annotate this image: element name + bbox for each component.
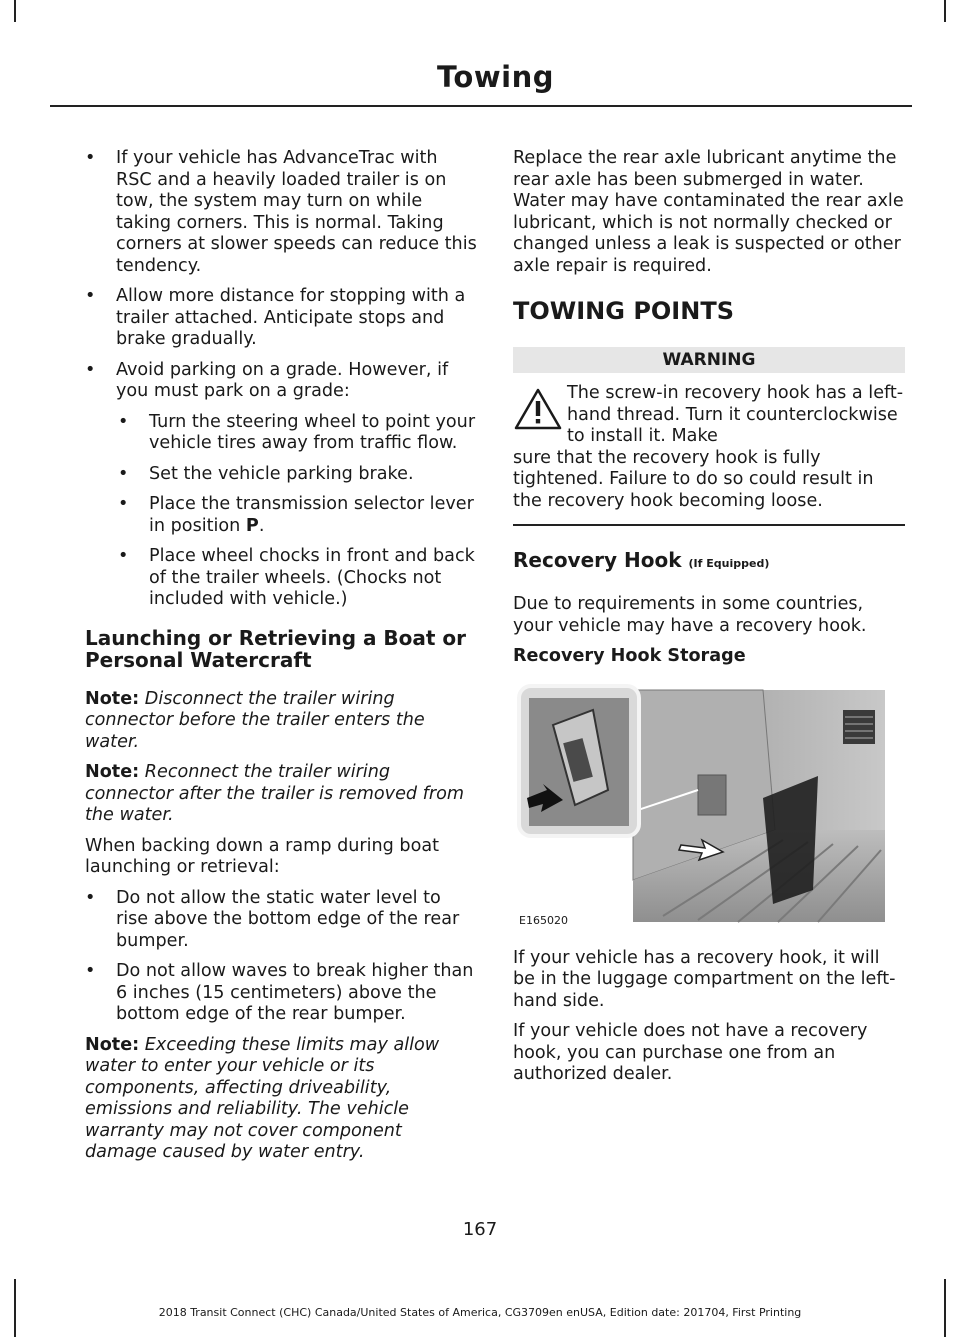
note-disconnect: [85, 689, 477, 754]
subbullet-steering: • Turn the steering wheel to point your vehicle tires away from traffic flow.: [118, 412, 477, 455]
transmission-period: .: [258, 515, 265, 536]
crop-mark-top-left: [14, 0, 16, 22]
warning-text-rest: sure that the recovery hook is fully tightened. Failure to do so could result in the recovery hook becoming loose.: [513, 447, 874, 511]
bullet-parking-grade: • Avoid parking on a grade. However, if you must park on a grade:: [85, 360, 477, 403]
page-number: 167: [462, 1219, 498, 1240]
warning-text-indented: The screw-in recovery hook has a left-hand thread. Turn it counterclockwise to install it. Make: [567, 383, 904, 446]
heading-recovery-hook: [513, 548, 905, 576]
note-label: Note:: [85, 762, 140, 782]
bullet-stopping-distance: • Allow more distance for stopping with a trailer attached. Anticipate stops and brake gradually.: [85, 286, 477, 351]
bullet-static-water: • Do not allow the static water level to rise above the bottom edge of the rear bumper.: [85, 888, 477, 953]
subbullet-parking-brake: • Set the vehicle parking brake.: [118, 464, 477, 486]
note-text: Reconnect the trailer wiring connector after the trailer is removed from the water.: [85, 762, 464, 825]
heading-towing-points: TOWING POINTS: [513, 297, 734, 325]
bullet-waves: • Do not allow waves to break higher than 6 inches (15 centimeters) above the bottom edge of the rear bumper.: [85, 961, 477, 1026]
warning-triangle-icon: [513, 387, 563, 431]
note-label: Note:: [85, 1034, 140, 1055]
left-column: [85, 148, 477, 1173]
warning-text: [513, 383, 905, 512]
if-equipped-label: (If Equipped): [688, 557, 770, 570]
recovery-hook-storage-illustration: [513, 680, 905, 938]
note-reconnect: [85, 762, 477, 827]
heading-boat-launching: Launching or Retrieving a Boat or Personal Watercraft: [85, 625, 467, 672]
right-column: [513, 148, 905, 1095]
recovery-hook-title: Recovery Hook: [513, 548, 682, 572]
crop-mark-top-right: [944, 0, 946, 22]
heading-recovery-hook-storage: Recovery Hook Storage: [513, 646, 746, 666]
subbullet-transmission: [118, 494, 477, 537]
backing-intro: When backing down a ramp during boat launching or retrieval:: [85, 835, 440, 877]
axle-lubricant-paragraph: Replace the rear axle lubricant anytime the rear axle has been submerged in water. Water may have contaminated the rear axle lubricant, which is not normally checked or changed unless a leak is suspected or other axle repair is required.: [513, 148, 904, 276]
recovery-hook-location: If your vehicle has a recovery hook, it will be in the luggage compartment on the left-hand side.: [513, 947, 896, 1011]
page-header-title: Towing: [437, 60, 554, 94]
warning-box: [513, 383, 905, 526]
transmission-text: Place the transmission selector lever in position: [149, 494, 474, 536]
figure-label: E165020: [519, 914, 568, 927]
note-label: Note:: [85, 688, 140, 709]
note-text: Exceeding these limits may allow water to enter your vehicle or its components, affecting driveability, emissions and reliability. The vehicle warranty may not cover component damage caused by water entry.: [85, 1034, 440, 1162]
note-text: Disconnect the trailer wiring connector before the trailer enters the water.: [85, 688, 425, 752]
subbullet-wheel-chocks: • Place wheel chocks in front and back of the trailer wheels. (Chocks not included with vehicle.): [118, 546, 477, 611]
note-exceeding-limits: [85, 1035, 477, 1164]
warning-bar: WARNING: [513, 347, 905, 373]
cargo-area-illustration: [513, 680, 905, 938]
footer-edition-info: 2018 Transit Connect (CHC) Canada/United States of America, CG3709en enUSA, Edition date: 201704, First Printing: [158, 1306, 802, 1319]
bullet-advancetrac: • If your vehicle has AdvanceTrac with RSC and a heavily loaded trailer is on tow, the system may turn on while taking corners. This is normal. Taking corners at slower speeds can reduce this tendency.: [85, 148, 477, 277]
gear-position: P: [245, 515, 259, 536]
header-rule: [50, 105, 912, 107]
recovery-hook-purchase: If your vehicle does not have a recovery hook, you can purchase one from an authorized dealer.: [513, 1021, 868, 1084]
recovery-hook-intro: Due to requirements in some countries, your vehicle may have a recovery hook.: [513, 594, 867, 636]
